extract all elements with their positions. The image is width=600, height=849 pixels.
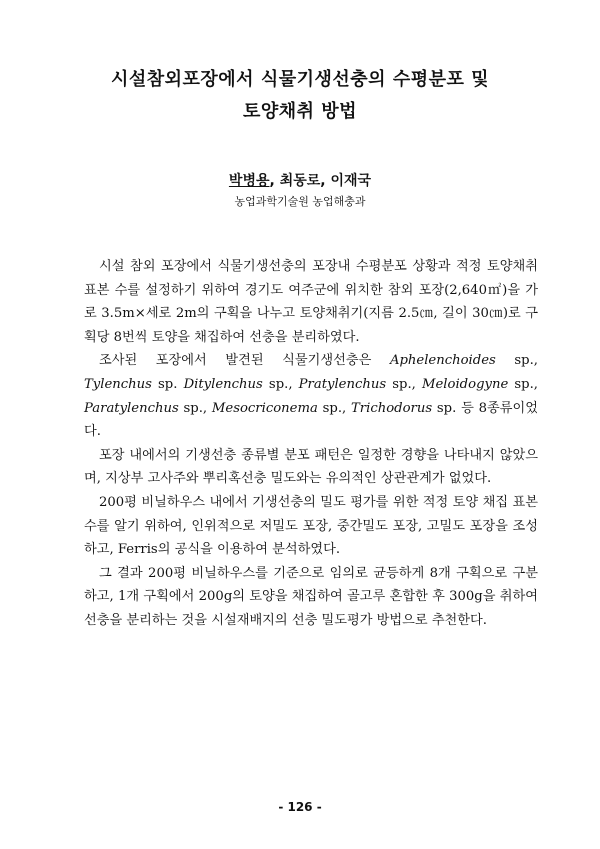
paragraph-5: 그 결과 200평 비닐하우스를 기준으로 임의로 균등하게 8개 구획으로 구분하고, 1개 구획에서 200g의 토양을 채집하여 골고루 혼합한 후 300g을 취하여 선충을 분리하는 것을 시설재배지의 선충 밀도평가 방법으로 추천한다. <box>84 565 538 628</box>
paragraph-3: 포장 내에서의 기생선충 종류별 분포 패턴은 일정한 경향을 나타내지 않았으며, 지상부 고사주와 뿌리혹선충 밀도와는 유의적인 상관관계가 없었다. <box>84 447 538 487</box>
author-separator: , <box>269 173 280 189</box>
coauthor: 이재국 <box>330 173 372 189</box>
paragraph-1: 시설 참외 포장에서 식물기생선충의 포장내 수평분포 상황과 적정 토양채취 표본 수를 설정하기 위하여 경기도 여주군에 위치한 참외 포장(2,640㎡)을 가로 3.5m×세로 2m의 구획을 나누고 토양채취기(지름 2.5㎝, 길이 30㎝)로 구획당 8번씩 토양을 채집하여 선충을 분리하였다. <box>84 259 538 345</box>
title-line-1: 시설참외포장에서 식물기생선충의 수평분포 및 <box>110 69 490 90</box>
presenting-author: 박병용 <box>228 173 270 189</box>
species-name: Paratylenchus <box>84 400 179 416</box>
author-separator: , <box>320 173 331 189</box>
coauthor: 최동로 <box>279 173 321 189</box>
title-line-2: 토양채취 방법 <box>242 101 358 122</box>
page-number: - 126 - <box>278 800 322 814</box>
species-name: Mesocriconema <box>211 400 318 416</box>
affiliation: 농업과학기술원 농업해충과 <box>234 195 366 208</box>
species-name: Ditylenchus <box>183 376 263 392</box>
species-name: Tylenchus <box>84 376 152 392</box>
species-name: Pratylenchus <box>298 376 387 392</box>
paragraph-4: 200평 비닐하우스 내에서 기생선충의 밀도 평가를 위한 적정 토양 채집 표본 수를 알기 위하여, 인위적으로 저밀도 포장, 중간밀도 포장, 고밀도 포장을 조성하고, Ferris의 공식을 이용하여 분석하였다. <box>84 494 538 558</box>
species-name: Aphelenchoides <box>389 353 496 369</box>
species-name: Meloidogyne <box>422 376 509 392</box>
paragraph-2: 조사된 포장에서 발견된 식물기생선충은 Aphelenchoides sp., Tylenchus sp. Ditylenchus sp., Pratylenchus sp., Meloidogyne sp., Paratylenchus sp., Mesocriconema sp., Trichodorus sp. 등 8종류이었다. <box>84 353 538 440</box>
abstract-body <box>84 255 538 633</box>
author-list <box>100 172 500 190</box>
species-name: Trichodorus <box>351 400 433 416</box>
paper-title <box>60 64 540 128</box>
